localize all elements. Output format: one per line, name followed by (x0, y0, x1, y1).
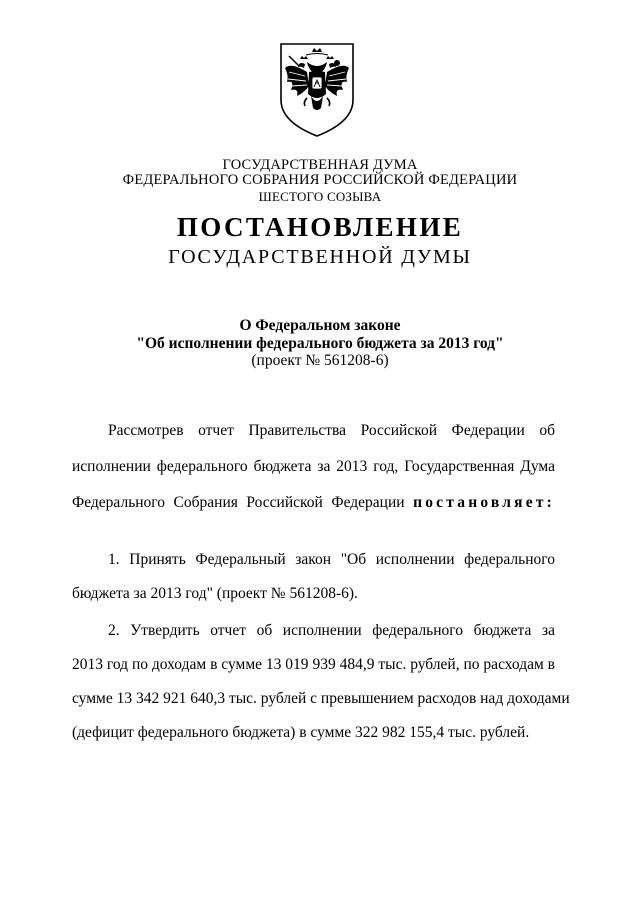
preamble-line-2: исполнении федерального бюджета за 2013 год, Государственная Дума (72, 458, 555, 475)
item2-line-4: (дефицит федерального бюджета) в сумме 322 982 155,4 тыс. рублей. (72, 724, 530, 741)
preamble-line-1: Рассмотрев отчет Правительства Российской Федерации об (108, 422, 555, 439)
document-subtitle: ГОСУДАРСТВЕННОЙ ДУМЫ (168, 246, 472, 268)
item1-line-2: бюджета за 2013 год" (проект № 561208-6). (72, 585, 358, 602)
preamble-line-3-text: Федерального Собрания Российской Федерации (72, 494, 405, 511)
law-heading-line2: "Об исполнении федерального бюджета за 2013 год" (136, 335, 504, 352)
item2-line-1: 2. Утвердить отчет об исполнении федерального бюджета за (108, 622, 555, 639)
item1-line-1: 1. Принять Федеральный закон "Об исполнении федерального (108, 551, 555, 568)
item2-line-3: сумме 13 342 921 640,3 тыс. рублей с превышением расходов над доходами (72, 690, 570, 707)
document-title: ПОСТАНОВЛЕНИЕ (176, 212, 464, 242)
preamble-line-3 (72, 494, 555, 512)
law-project-number: (проект № 561208-6) (251, 352, 389, 369)
law-heading-line1: О Федеральном законе (239, 317, 401, 334)
item2-line-2: 2013 год по доходам в сумме 13 019 939 484,9 тыс. рублей, по расходам в (72, 656, 555, 673)
header-duma: ГОСУДАРСТВЕННАЯ ДУМА (222, 157, 418, 173)
coat-of-arms-icon (277, 42, 357, 138)
header-federal-assembly: ФЕДЕРАЛЬНОГО СОБРАНИЯ РОССИЙСКОЙ ФЕДЕРАЦИИ (122, 172, 518, 188)
resolves-word: постановляет: (413, 494, 556, 511)
header-convocation: ШЕСТОГО СОЗЫВА (258, 189, 382, 204)
